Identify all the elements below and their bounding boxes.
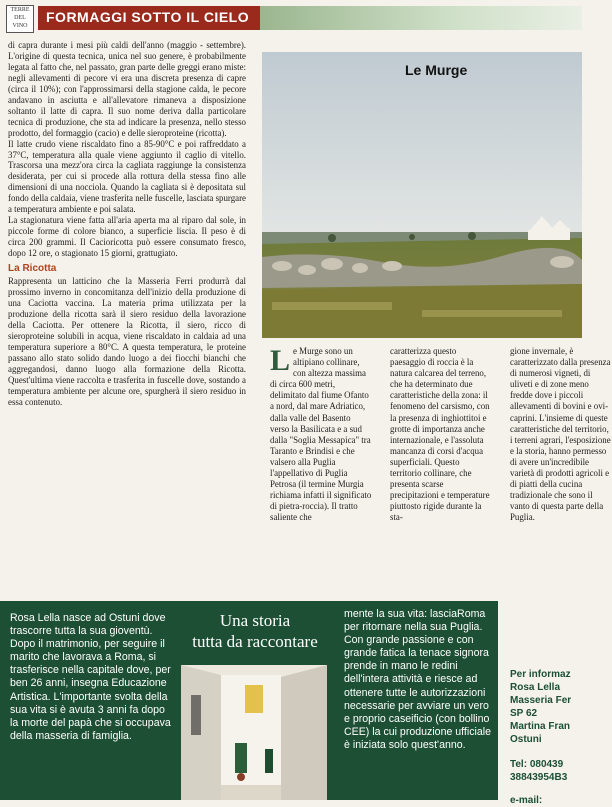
left-article-column	[8, 40, 246, 407]
logo-line-2: DEL	[14, 15, 26, 21]
story-title	[180, 610, 330, 652]
story-column-2	[344, 608, 494, 752]
landscape-illustration	[262, 52, 582, 338]
logo-line-3: VINO	[12, 23, 28, 29]
ostuni-street-photo	[181, 665, 327, 800]
info-heading: Per informaz	[510, 669, 571, 680]
story-text-2a: mente la sua vita: lasciaRoma per ritornare nella sua Puglia.	[344, 608, 486, 634]
magazine-logo	[6, 5, 34, 33]
info-mobile: 38843954B3	[510, 772, 568, 783]
contact-info-box	[510, 668, 582, 807]
header-gradient-rule	[260, 6, 582, 30]
drop-cap: L	[270, 344, 291, 377]
info-town-1: Martina Fran	[510, 721, 571, 732]
story-title-line-1: Una storia	[219, 611, 291, 630]
murge-column-3	[510, 346, 611, 586]
murge-column-1	[270, 346, 372, 524]
murge-landscape-photo	[262, 52, 582, 338]
murge-text-1: e Murge sono un altipiano collinare, con altezza massima di circa 600 metri, delimitato dal fiume Ofanto a nord, dal mare Adriatico, dalla valle del Basento verso la Basilicata e a sud dalla "Soglia Messapica" tra Taranto e Brindisi e che valsero alla Puglia l'appellativo di Puglia Petrosa (il termine Murgia richiama infatti il significato di pietra-roccia). Il tratto saliente che	[270, 346, 372, 523]
story-text-2b: Con grande passione e con grande fatica la tenace signora prende in mano le redini dell'intera attività e riesce ad ottenere tutte le autorizzazioni necessarie per avviare un vero e proprio caseificio (con bollino CEE) la cui produzione ufficiale è iniziata solo quest'anno.	[344, 634, 492, 751]
paragraph-ricotta: Rappresenta un latticino che la Masseria Ferri produrrà dal prossimo inverno in concomitanza dell'inizio della produzione di una Caciotta vaccina. La materia prima utilizzata per la produzione della ricotta sarà il siero residuo della lavorazione della Caciotta. Per ottenere la Ricotta, il siero, ricco di sieroproteine solubili in acqua, viene riscaldato in caldaia ad una temperatura superiore a 80°C. A questa temperatura, le proteine passano allo stato solido dando luogo a dei fiocchi bianchi che aggregandosi, danno luogo alla formazione della Ricotta. Quest'ultima viene raccolta e trasferita in fuscelle dove, sostando a temperatura ambiente per alcune ore, spurgherà il siero residuo in essa contenuto.	[8, 276, 246, 407]
story-text-1: Rosa Lella nasce ad Ostuni dove trascorre tutta la sua gioventù. Dopo il matrimonio, per seguire il marito che lavorava a Roma, si trasferisce nella capitale dove, per ben 26 anni, insegna Educazione Artistica. L'importante svolta della sua vita si è avuta 3 anni fa dopo la morte del papà che si occupava della masseria di famiglia.	[10, 612, 171, 742]
info-name: Rosa Lella	[510, 682, 561, 693]
page-header	[0, 0, 582, 34]
photo-caption-title: Le Murge	[405, 62, 468, 78]
logo-line-1: TERRE	[10, 7, 30, 13]
info-town-2: Ostuni	[510, 734, 542, 745]
heading-ricotta: La Ricotta	[8, 263, 57, 275]
section-title: FORMAGGI SOTTO IL CIELO	[46, 9, 250, 25]
paragraph-cacioricotta-origin: di capra durante i mesi più caldi dell'anno (maggio - settembre). L'origine di questa tecnica, unica nel suo genere, è probabilmente legata al fatto che, nel passato, gran parte delle greggi erano miste: negli allevamenti di pecore vi era una discreta presenza di capre (circa il 10%); con l'approssimarsi della stagione calda, le pecore andavano in asciutta e all'allevatore rimaneva a disposizione soltanto il latte di capra. Il suo nome deriva dalla particolare tecnica di produzione, che sta ad indicare la presenza, nello stesso prodotto, del formaggio (cacio) e delle sieroproteine (ricotta).	[8, 40, 246, 138]
story-column-1	[10, 612, 172, 743]
paragraph-cacioricotta-process: Il latte crudo viene riscaldato fino a 85-90°C e poi raffreddato a 37°C, temperatura alla quale viene aggiunto il caglio di vitello. Trascorsa una mezz'ora circa la cagliata raggiunge la consistenza desiderata, per cui si procede alla rottura della stessa fino alle dimensioni di una nocciola. Quando la cagliata si è depositata sul fondo della caldaia, viene trasferita nelle fuscelle, lasciata spurgare a temperatura ambiente e poi salata.	[8, 138, 246, 215]
murge-text-3: gione invernale, è caratterizzato dalla presenza di numerosi vigneti, di uliveti e di zone meno fredde dove i piccoli allevamenti di bovini e ovi-caprini. L'insieme di queste caratteristiche del territorio, i terreni agrari, l'esposizione e la storia, hanno permesso di avere un'incredibile varietà di prodotti agricoli e di piatti della cucina tradizionale che sono il vanto di questa parte della Puglia.	[510, 346, 611, 523]
info-phone: Tel: 080439	[510, 759, 564, 770]
street-illustration	[181, 665, 327, 800]
murge-text-2: caratterizza questo paesaggio di roccia è la natura calcarea del terreno, che ha determinato due caratteristiche della zona: il fenomeno del carsismo, con la presenza di inghiottitoi e grotte di importanza anche internazionale, e l'assoluta mancanza di corsi d'acqua superficiali. Questo territorio collinare, che presenta scarse precipitazioni e temperature piuttosto rigide durante la sta-	[390, 346, 490, 523]
paragraph-cacioricotta-aging: La stagionatura viene fatta all'aria aperta ma al riparo dal sole, in piccole forme di colore bianco, a superficie liscia. Il peso è di circa 200 grammi. Il Cacioricotta può essere consumato fresco, dopo 12 ore, o stagionato 15 giorni, grattugiato.	[8, 215, 246, 259]
story-title-line-2: tutta da raccontare	[192, 632, 318, 651]
info-farm: Masseria Fer	[510, 695, 572, 706]
info-road: SP 62	[510, 708, 538, 719]
info-email: e-mail:	[510, 795, 543, 806]
murge-column-2	[390, 346, 492, 524]
